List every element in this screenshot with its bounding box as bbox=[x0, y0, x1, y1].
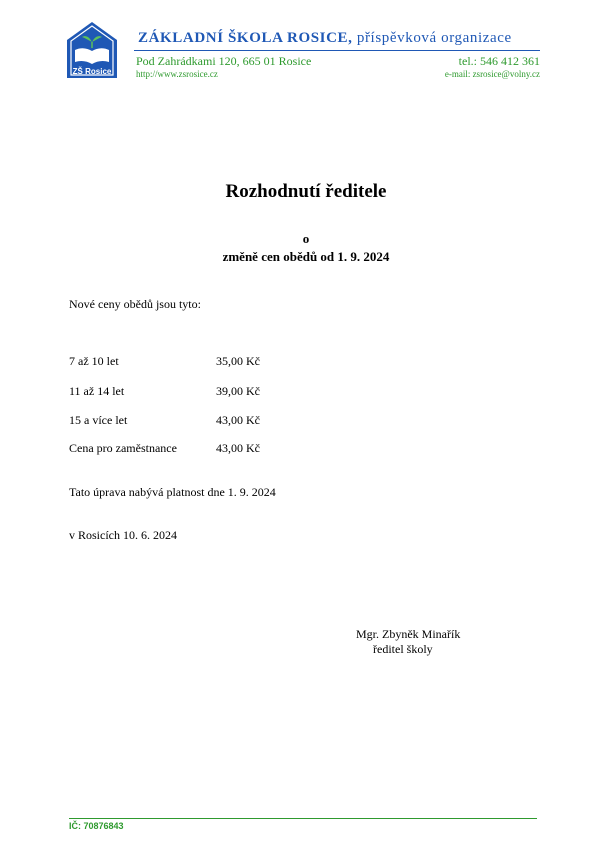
signature-role: ředitel školy bbox=[373, 642, 433, 656]
school-address: Pod Zahrádkami 120, 665 01 Rosice bbox=[136, 54, 312, 68]
school-type: příspěvková organizace bbox=[356, 30, 512, 46]
signature-name: Mgr. Zbyněk Minařík bbox=[356, 627, 461, 641]
price-label: 15 a více let bbox=[69, 413, 128, 427]
school-name bbox=[138, 30, 512, 47]
price-value: 35,00 Kč bbox=[216, 354, 260, 368]
intro-text: Nové ceny obědů jsou tyto: bbox=[69, 297, 201, 311]
footer-rule bbox=[69, 818, 537, 819]
school-name-main: ZÁKLADNÍ ŠKOLA ROSICE, bbox=[138, 30, 353, 46]
place-date: v Rosicích 10. 6. 2024 bbox=[69, 528, 177, 542]
price-value: 39,00 Kč bbox=[216, 384, 260, 398]
price-label: 7 až 10 let bbox=[69, 354, 119, 368]
document-subtitle-line2: změně cen obědů od 1. 9. 2024 bbox=[222, 249, 390, 264]
price-label: 11 až 14 let bbox=[69, 384, 125, 398]
price-value: 43,00 Kč bbox=[216, 441, 260, 455]
school-email-link[interactable]: e-mail: zsrosice@volny.cz bbox=[444, 69, 540, 79]
price-label: Cena pro zaměstnance bbox=[69, 441, 177, 455]
document-title: Rozhodnutí ředitele bbox=[225, 181, 387, 202]
footer-ic: IČ: 70876843 bbox=[69, 821, 124, 831]
price-row bbox=[69, 384, 369, 400]
price-value: 43,00 Kč bbox=[216, 413, 260, 427]
logo-text: ZŠ Rosice bbox=[72, 67, 112, 76]
school-website-link[interactable]: http://www.zsrosice.cz bbox=[136, 69, 218, 79]
header-rule bbox=[134, 50, 540, 51]
price-row bbox=[69, 354, 369, 370]
validity-text: Tato úprava nabývá platnost dne 1. 9. 2024 bbox=[69, 485, 276, 499]
school-phone: tel.: 546 412 361 bbox=[458, 54, 540, 68]
document-subtitle-line1: o bbox=[302, 231, 310, 246]
price-row bbox=[69, 413, 369, 429]
price-row bbox=[69, 441, 369, 457]
